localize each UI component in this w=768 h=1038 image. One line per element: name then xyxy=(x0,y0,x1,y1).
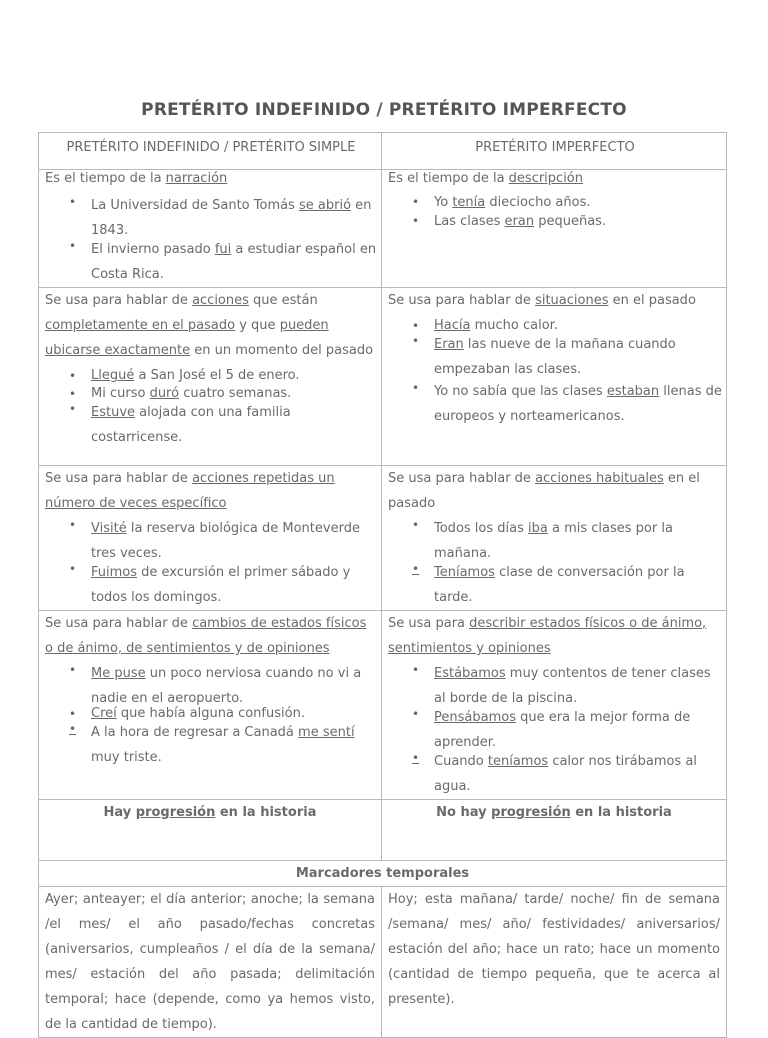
table-row xyxy=(39,466,727,611)
example-text: La Universidad de Santo Tomás xyxy=(91,198,299,213)
example-verb: duró xyxy=(149,386,180,401)
intro-keyword: pueden ubicarse exactamente xyxy=(45,318,329,358)
example-text: pequeñas. xyxy=(534,214,607,229)
cell-descripcion xyxy=(382,170,727,288)
header-imperfecto: PRETÉRITO IMPERFECTO xyxy=(382,133,727,170)
example-text: cuatro semanas. xyxy=(179,386,292,401)
intro-text: Es el tiempo de la xyxy=(388,171,509,186)
table-row xyxy=(39,611,727,800)
list-item xyxy=(91,720,377,770)
cell-acciones-repetidas xyxy=(39,466,382,611)
intro-text: Se usa para hablar de xyxy=(45,293,193,308)
example-text: de excursión el primer sábado y todos los domingos. xyxy=(91,565,351,605)
example-text: El invierno pasado xyxy=(91,242,215,257)
list-item xyxy=(434,516,722,566)
example-verb: Llegué xyxy=(91,368,135,383)
example-verb: Hacía xyxy=(434,318,471,333)
intro-keyword: acciones repetidas un número de veces específico xyxy=(45,471,335,511)
example-text: las nueve de la mañana cuando empezaban las clases. xyxy=(434,337,676,377)
example-text: un poco nerviosa cuando no vi a nadie en el aeropuerto. xyxy=(91,666,362,706)
progression-text: No hay xyxy=(436,805,492,820)
header-row xyxy=(39,133,727,170)
example-text: Las clases xyxy=(434,214,505,229)
example-text: dieciocho años. xyxy=(485,195,591,210)
list-item xyxy=(434,332,722,382)
progression-keyword: progresión xyxy=(135,805,216,820)
cell-acciones-habituales xyxy=(382,466,727,611)
example-text: que era la mejor forma de aprender. xyxy=(434,710,691,750)
cell-intro xyxy=(388,466,722,516)
page-title: PRETÉRITO INDEFINIDO / PRETÉRITO IMPERFECTO xyxy=(141,100,627,120)
cell-intro xyxy=(45,170,377,187)
example-text: Cuando xyxy=(434,754,488,769)
intro-text: Se usa para hablar de xyxy=(45,616,193,631)
list-item xyxy=(434,212,722,231)
example-verb: Eran xyxy=(434,337,464,352)
intro-text: en un momento del pasado xyxy=(190,343,374,358)
example-text: Mi curso xyxy=(91,386,150,401)
cell-cambios-estados xyxy=(39,611,382,800)
markers-heading: Marcadores temporales xyxy=(39,861,727,887)
cell-acciones xyxy=(39,288,382,466)
example-text: calor nos tirábamos al agua. xyxy=(434,754,697,794)
intro-text: Se usa para hablar de xyxy=(388,293,536,308)
intro-keyword: completamente en el pasado xyxy=(45,318,236,333)
example-verb: fui xyxy=(214,242,232,257)
example-text: a estudiar español en Costa Rica. xyxy=(91,242,377,282)
intro-text: Se usa para hablar de xyxy=(45,471,193,486)
intro-keyword: narración xyxy=(165,171,228,186)
example-verb: iba xyxy=(528,521,548,536)
list-item xyxy=(434,560,722,610)
tense-comparison-table xyxy=(38,132,727,1038)
example-text: muy triste. xyxy=(91,750,162,765)
intro-text: y que xyxy=(235,318,280,333)
progression-text: en la historia xyxy=(570,805,672,820)
example-text: en 1843. xyxy=(91,198,372,238)
example-text: Yo xyxy=(434,195,453,210)
intro-text: en el pasado xyxy=(608,293,696,308)
intro-keyword: describir estados físicos o de ánimo, sentimientos y opiniones xyxy=(388,616,707,656)
example-verb: me sentí xyxy=(298,725,355,740)
markers-right: Hoy; esta mañana/ tarde/ noche/ fin de semana /semana/ mes/ año/ festividades/ aniversarios/ estación del año; hace un rato; hace un momento (cantidad de tiempo pequeña, que te acerca al presente). xyxy=(382,887,727,1038)
cell-intro xyxy=(388,170,722,187)
cell-estados-fisicos xyxy=(382,611,727,800)
example-verb: se abrió xyxy=(298,198,352,213)
progression-left xyxy=(39,800,382,861)
list-item xyxy=(91,237,377,287)
markers-row xyxy=(39,887,727,1038)
progression-row xyxy=(39,800,727,861)
list-item xyxy=(91,516,377,566)
example-verb: Me puse xyxy=(91,666,146,681)
example-text: llenas de europeos y norteamericanos. xyxy=(434,384,722,424)
example-text: a mis clases por la mañana. xyxy=(434,521,673,561)
list-item xyxy=(434,749,722,799)
table-row xyxy=(39,170,727,288)
example-text: clase de conversación por la tarde. xyxy=(434,565,685,605)
example-text: la reserva biológica de Monteverde tres veces. xyxy=(91,521,360,561)
intro-keyword: acciones habituales xyxy=(535,471,664,486)
intro-text: en el pasado xyxy=(388,471,700,511)
example-verb: estaban xyxy=(606,384,660,399)
example-text: muy contentos de tener clases al borde de la piscina. xyxy=(434,666,711,706)
list-item xyxy=(91,560,377,610)
list-item xyxy=(434,661,722,711)
example-verb: teníamos xyxy=(487,754,549,769)
example-text: mucho calor. xyxy=(470,318,558,333)
header-indefinido: PRETÉRITO INDEFINIDO / PRETÉRITO SIMPLE xyxy=(39,133,382,170)
example-verb: Teníamos xyxy=(434,565,495,580)
example-text: que había alguna confusión. xyxy=(116,706,305,721)
example-text: A la hora de regresar a Canadá xyxy=(91,725,299,740)
example-verb: Visité xyxy=(91,521,127,536)
intro-text: Es el tiempo de la xyxy=(45,171,166,186)
markers-left: Ayer; anteayer; el día anterior; anoche; la semana /el mes/ el año pasado/fechas concretas (aniversarios, cumpleaños / el día de la semana/ mes/ estación del año pasada; delimitación temporal; hace (depende, como ya hemos visto, de la cantidad de tiempo). xyxy=(39,887,382,1038)
example-text: a San José el 5 de enero. xyxy=(134,368,300,383)
example-verb: Estábamos xyxy=(434,666,506,681)
example-verb: tenía xyxy=(452,195,486,210)
progression-keyword: progresión xyxy=(491,805,571,820)
cell-intro xyxy=(388,288,722,313)
list-item xyxy=(434,705,722,755)
list-item xyxy=(91,661,377,711)
example-verb: Creí xyxy=(91,706,117,721)
cell-intro xyxy=(388,611,722,661)
intro-keyword: cambios de estados físicos o de ánimo, de sentimientos y de opiniones xyxy=(45,616,367,656)
cell-narracion xyxy=(39,170,382,288)
example-text: alojada con una familia costarricense. xyxy=(91,405,291,445)
example-verb: Estuve xyxy=(91,405,136,420)
list-item xyxy=(91,367,377,385)
progression-text: Hay xyxy=(103,805,136,820)
example-verb: Pensábamos xyxy=(434,710,516,725)
intro-keyword: situaciones xyxy=(535,293,609,308)
cell-intro xyxy=(45,288,377,363)
list-item xyxy=(91,400,377,450)
example-text: Yo no sabía que las clases xyxy=(434,384,607,399)
progression-text: en la historia xyxy=(215,805,317,820)
progression-right xyxy=(382,800,727,861)
cell-intro xyxy=(45,611,377,661)
intro-keyword: descripción xyxy=(508,171,584,186)
table-row xyxy=(39,288,727,466)
list-item xyxy=(434,379,722,429)
intro-text: Se usa para xyxy=(388,616,470,631)
markers-heading-row xyxy=(39,861,727,887)
list-item xyxy=(91,193,377,243)
cell-intro xyxy=(45,466,377,516)
example-verb: Fuimos xyxy=(91,565,138,580)
intro-text: Se usa para hablar de xyxy=(388,471,536,486)
cell-situaciones xyxy=(382,288,727,466)
example-verb: eran xyxy=(504,214,535,229)
intro-text: que están xyxy=(248,293,318,308)
list-item xyxy=(434,193,722,212)
example-text: Todos los días xyxy=(434,521,529,536)
intro-keyword: acciones xyxy=(192,293,249,308)
